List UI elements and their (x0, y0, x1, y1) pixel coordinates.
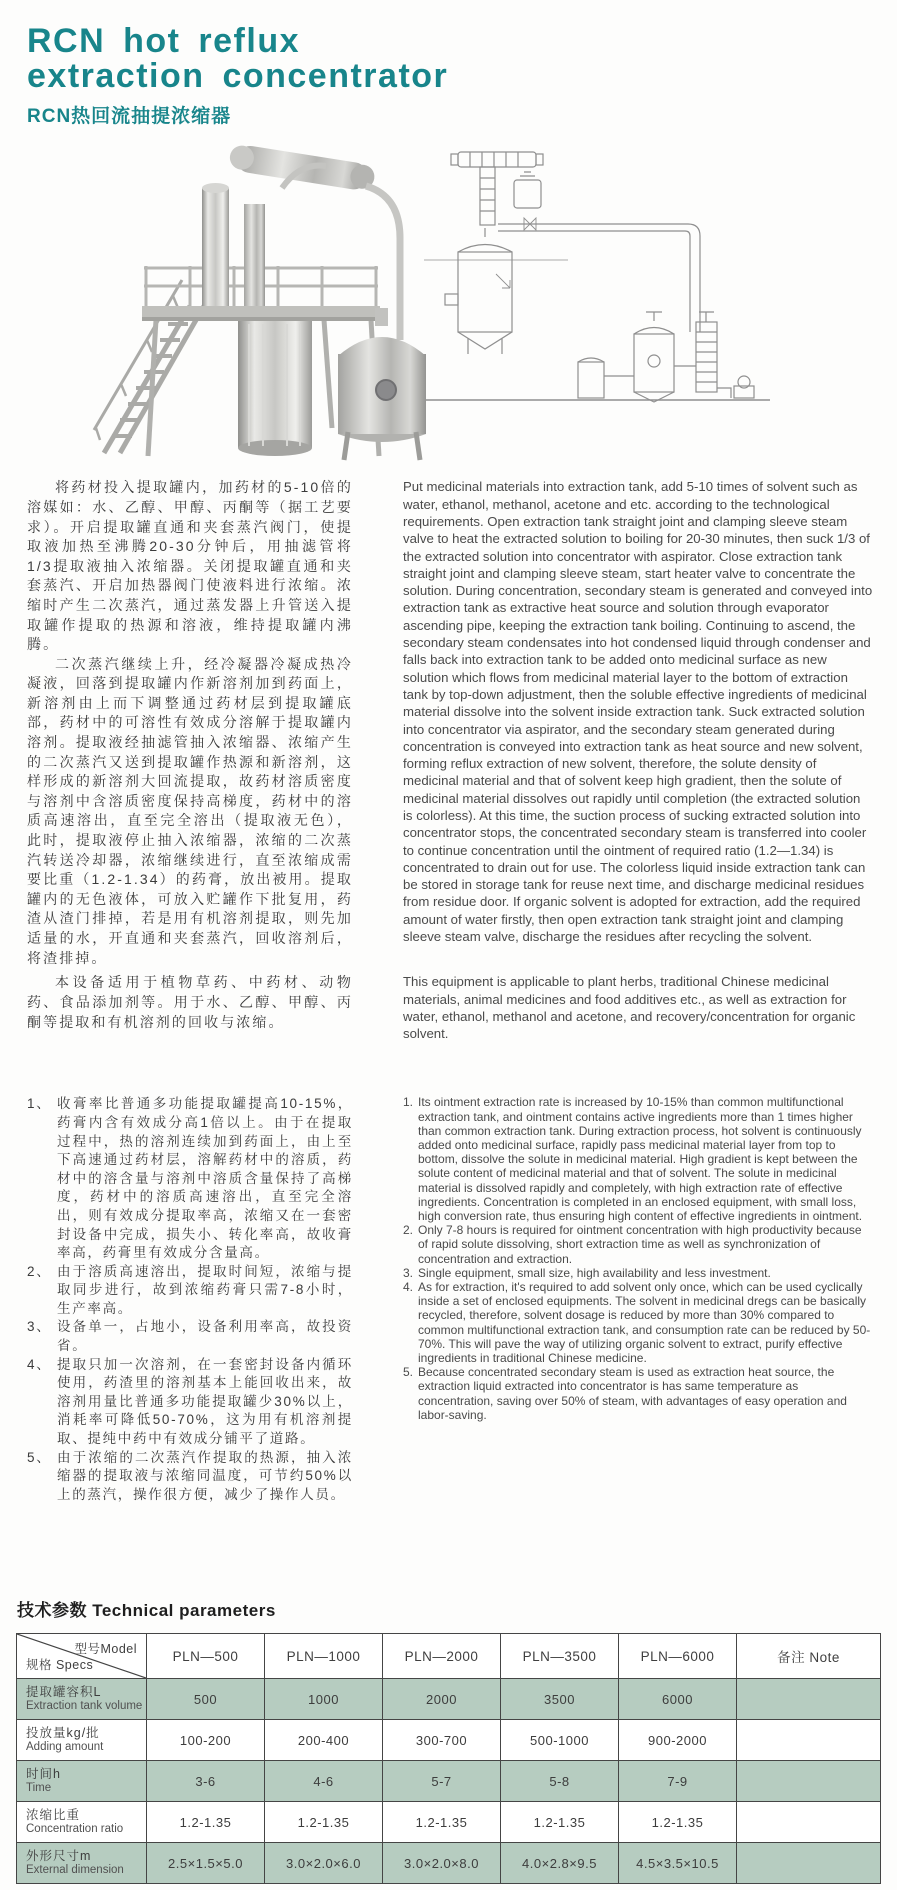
value-cell: 300-700 (383, 1720, 501, 1761)
cn-process-paragraph-2: 二次蒸汽继续上升，经冷凝器冷凝成热冷凝液，回落到提取罐内作新溶剂加到药面上，新溶剂由上而下调整通过药材层到提取罐底部，药材中的可溶性有效成分溶解于提取罐内溶剂。提取液经抽滤管抽入浓缩器、浓缩产生的二次蒸汽又送到提取罐作热源和新溶剂，这样形成的新溶剂大回流提取，故药材溶质密度与溶剂中含溶质密度保持高梯度，药材中的溶质高速溶出，直至完全溶出（提取液无色），此时，提取液停止抽入浓缩器，浓缩的二次蒸汽转送冷却器，浓缩继续进行，直至浓缩成需要比重（1.2-1.34）的药膏，放出被用。提取罐内的无色液体，可放入贮罐作下批复用，药渣从渣门排掉，若是用有机溶剂提取，则先加适量的水，开直通和夹套蒸汽，回收溶剂后，将渣排掉。 (27, 655, 353, 966)
value-cell: 5-8 (501, 1761, 619, 1802)
value-cell: 100-200 (147, 1720, 265, 1761)
feature-text: As for extraction, it's required to add solvent only once, which can be used cyclically inside a set of enclosed equipments. The solvent in medicinal dregs can be basically recycled, therefore, solvent dosage is reduced by more than 30% compared to common multifunctional extraction tank, and consumption rate can be reduced by 50-70%. This will pave the way of utilizing organic solvent to extract, purify effective ingredients in traditional Chinese medicine. (418, 1279, 871, 1365)
value-cell: 3500 (501, 1679, 619, 1720)
feature-number: 4. (403, 1279, 414, 1294)
feature-item (403, 1280, 873, 1365)
table-corner-cell (17, 1634, 147, 1679)
feature-number: 4、 (27, 1356, 52, 1372)
feature-item (27, 1095, 353, 1262)
table-row (17, 1843, 881, 1884)
value-cell: 1000 (265, 1679, 383, 1720)
column-header-model: PLN—3500 (501, 1634, 619, 1679)
cn-process-paragraph-1: 将药材投入提取罐内，加药材的5-10倍的溶媒如：水、乙醇、甲醇、丙酮等（据工艺要求）。开启提取罐直通和夹套蒸汽阀门，使提取液加热至沸腾20-30分钟后，用抽滤管将1/3提取液抽入浓缩器。关闭提取罐直通和夹套蒸汽、开启加热器阀门使液料进行浓缩。浓缩时产生二次蒸汽，通过蒸发器上升管送入提取罐作提取的热源和溶液，维持提取罐内沸腾。 (27, 479, 353, 653)
figures-area (0, 128, 897, 478)
value-cell: 2.5×1.5×5.0 (147, 1843, 265, 1884)
feature-text: Only 7-8 hours is required for ointment concentration with high productivity because of rapid solute dissolving, short extraction time as well as synchronization of concentration and extraction. (418, 1223, 862, 1266)
feature-item (403, 1095, 873, 1223)
row-label-cn: 浓缩比重 (26, 1808, 81, 1823)
feature-number: 5. (403, 1365, 414, 1380)
feature-text: Because concentrated secondary steam is used as extraction heat source, the extraction liquid extracted into concentrator is has same temperature as concentration, saving over 50% of steam, with advantages of easy operation and labor-saving. (418, 1365, 847, 1422)
value-cell: 3-6 (147, 1761, 265, 1802)
en-process-paragraph: Put medicinal materials into extraction tank, add 5-10 times of solvent such as water, ethanol, methanol, acetone and etc. according to the technological requirements. Open extraction tank straight joint and clamping sleeve steam valve to heat the extracted solution to boiling for 20-30 minutes, then suck 1/3 of the extracted solution into concentrator with aspirator. Close extraction tank straight joint and clamping sleeve steam, start heater valve to concentrate the solution. During concentration, secondary steam is generated and conveyed into extraction tank as extractive heat source and solution through evaporator ascending pipe, keeping the extraction tank boiling. Continuing to ascend, the secondary steam condensates into hot condensed liquid through condenser and falls back into extraction tank to be added onto medicinal surface as new solution which flows from medicinal material layer to the bottom of extraction tank by top-down adjustment, then the soluble effective ingredients of medicinal material dissolve into the solvent inside extraction tank. Suck extracted solution into concentrator via aspirator, and the secondary steam generated during concentration is conveyed into extraction tank as heat source and new solvent, forming reflux extraction of new solvent, therefore, the solute density of medicinal material and that of solvent keep high gradient, then the solute of medicinal material dissolves out rapidly until completion (the extracted solution is colorless). At this time, the suction process of sucking extracted solution into concentrator stops, the concentrated secondary steam is transferred into cooler to continue concentration until the ointment of required ratio (1.2—1.34) is concentrated to drain out for use. The colorless liquid inside extraction tank can be stored in storage tank for reuse next time, and discharge medicinal residues from residue door. If organic solvent is adopted for extraction, add the required amount of water firstly, then open extraction tank straight joint and clamping sleeve steam valve, discharge the residues after recycling the solvent. (403, 479, 873, 945)
row-label-cn: 时间h (26, 1767, 61, 1782)
feature-text: Its ointment extraction rate is increased by 10-15% than common multifunctional extraction tank, and ointment contains active ingredients more than 1 times higher than common extraction tank. During extraction process, hot solvent is continuously added onto medicinal surface, rapidly pass medicinal material layer from top to bottom, dissolve the solute in medicinal material. High gradient is kept between the solute content of medicinal material and that of solvent. The solute in medicinal material is dissolved rapidly and completely, with high extraction rate of effective ingredients. Concentration is completed in an enclosed equipment, with small loss, high conversion rate, thus ensuring high content of effective ingredients in ointment. (418, 1095, 863, 1223)
value-cell: 1.2-1.35 (383, 1802, 501, 1843)
page-subtitle-cn: RCN热回流抽提浓缩器 (27, 106, 232, 128)
feature-text: Single equipment, small size, high availability and less investment. (418, 1265, 771, 1280)
value-cell: 1.2-1.35 (501, 1802, 619, 1843)
column-header-model: PLN—1000 (265, 1634, 383, 1679)
value-cell: 4-6 (265, 1761, 383, 1802)
feature-text: 提取只加一次溶剂，在一套密封设备内循环使用，药渣里的溶剂基本上能回收出来，故溶剂用量比普通多功能提取罐少30%以上，消耗率可降低50-70%，这为用有机溶剂提取、提纯中药中有效成分铺平了道路。 (57, 1356, 353, 1447)
feature-number: 2. (403, 1223, 414, 1238)
note-cell (737, 1843, 881, 1884)
value-cell: 500 (147, 1679, 265, 1720)
feature-number: 2、 (27, 1263, 52, 1279)
column-header-model: PLN—500 (147, 1634, 265, 1679)
table-row (17, 1761, 881, 1802)
features-list-cn (27, 1095, 353, 1550)
row-label-cn: 外形尺寸m (26, 1849, 92, 1864)
row-label-en: External dimension (26, 1864, 124, 1877)
value-cell: 4.5×3.5×10.5 (619, 1843, 737, 1884)
value-cell: 1.2-1.35 (147, 1802, 265, 1843)
process-description-cn (27, 478, 353, 973)
process-description-en (403, 478, 873, 973)
note-cell (737, 1679, 881, 1720)
row-label-en: Extraction tank volume (26, 1700, 143, 1713)
column-header-model: PLN—6000 (619, 1634, 737, 1679)
value-cell: 200-400 (265, 1720, 383, 1761)
corner-label-model: 型号Model (74, 1642, 137, 1657)
table-row (17, 1802, 881, 1843)
features-section (0, 1095, 897, 1550)
row-label-cn: 投放量kg/批 (26, 1726, 100, 1741)
row-label-cell (17, 1802, 147, 1843)
feature-item (27, 1449, 353, 1505)
row-label-cn: 提取罐容积L (26, 1685, 102, 1700)
column-header-note: 备注 Note (737, 1634, 881, 1679)
feature-text: 收膏率比普通多功能提取罐提高10-15%，药膏内含有效成分高1倍以上。由于在提取过程中，热的溶剂连续加到药面上，由上至下高速通过药材层，溶解药材中的溶质，药材中的溶含量与溶剂中溶质含量保持了高梯度，药材中的溶质高速溶出，直至完全溶出，则有效成分提取率高，浓缩又在一套密封设备中完成，损失小、转化率高，故收膏率高，药膏里有效成分含量高。 (57, 1096, 353, 1261)
row-label-cell (17, 1843, 147, 1884)
column-header-model: PLN—2000 (383, 1634, 501, 1679)
page-title-line2: extraction concentrator (27, 56, 449, 95)
value-cell: 6000 (619, 1679, 737, 1720)
note-cell (737, 1761, 881, 1802)
feature-number: 1、 (27, 1096, 52, 1112)
feature-item (403, 1223, 873, 1266)
feature-text: 由于溶质高速溶出，提取时间短，浓缩与提取同步进行，故到浓缩药膏只需7-8小时，生产率高。 (57, 1263, 353, 1316)
row-label-en: Adding amount (26, 1741, 104, 1754)
row-label-cell (17, 1720, 147, 1761)
schematic-line-drawing (396, 136, 784, 416)
note-cell (737, 1720, 881, 1761)
row-label-cell (17, 1761, 147, 1802)
corner-label-specs: 规格 Specs (26, 1658, 94, 1673)
value-cell: 3.0×2.0×8.0 (383, 1843, 501, 1884)
note-cell (737, 1802, 881, 1843)
value-cell: 4.0×2.8×9.5 (501, 1843, 619, 1884)
value-cell: 500-1000 (501, 1720, 619, 1761)
page-title-line1: RCN hot reflux (27, 22, 300, 60)
features-list-en (403, 1095, 873, 1550)
row-label-en: Time (26, 1782, 52, 1795)
feature-number: 3. (403, 1265, 414, 1280)
table-header-row (17, 1634, 881, 1679)
feature-item (27, 1356, 353, 1449)
row-label-cell (17, 1679, 147, 1720)
value-cell: 7-9 (619, 1761, 737, 1802)
feature-text: 设备单一，占地小，设备利用率高，故投资省。 (57, 1319, 353, 1354)
feature-item (403, 1365, 873, 1422)
applicability-cn (27, 973, 353, 1095)
feature-number: 5、 (27, 1449, 52, 1465)
cn-applicability-paragraph: 本设备适用于植物草药、中药材、动物药、食品添加剂等。用于水、乙醇、甲醇、丙酮等提取和有机溶剂的回收与浓缩。 (27, 974, 353, 1030)
en-applicability-paragraph: This equipment is applicable to plant herbs, traditional Chinese medicinal materials, animal medicines and food additives etc., as well as extraction for water, ethanol, methanol and acetone, and recovery/concentration for organic solvent. (403, 974, 856, 1042)
value-cell: 2000 (383, 1679, 501, 1720)
table-row (17, 1720, 881, 1761)
value-cell: 900-2000 (619, 1720, 737, 1761)
process-description-section (0, 478, 897, 973)
row-label-en: Concentration ratio (26, 1823, 124, 1836)
feature-item (27, 1318, 353, 1355)
feature-number: 1. (403, 1095, 414, 1110)
value-cell: 5-7 (383, 1761, 501, 1802)
applicability-section (0, 973, 897, 1095)
table-row (17, 1679, 881, 1720)
feature-number: 3、 (27, 1319, 52, 1335)
value-cell: 1.2-1.35 (619, 1802, 737, 1843)
parameters-table (16, 1633, 881, 1884)
technical-parameters-heading: 技术参数 Technical parameters (17, 1601, 276, 1621)
value-cell: 3.0×2.0×6.0 (265, 1843, 383, 1884)
feature-item (403, 1266, 873, 1280)
feature-item (27, 1263, 353, 1319)
feature-text: 由于浓缩的二次蒸汽作提取的热源，抽入浓缩器的提取液与浓缩同温度，可节约50%以上的蒸汽，操作很方便，减少了操作人员。 (57, 1449, 353, 1502)
page-header (0, 0, 897, 128)
value-cell: 1.2-1.35 (265, 1802, 383, 1843)
applicability-en (403, 973, 873, 1095)
